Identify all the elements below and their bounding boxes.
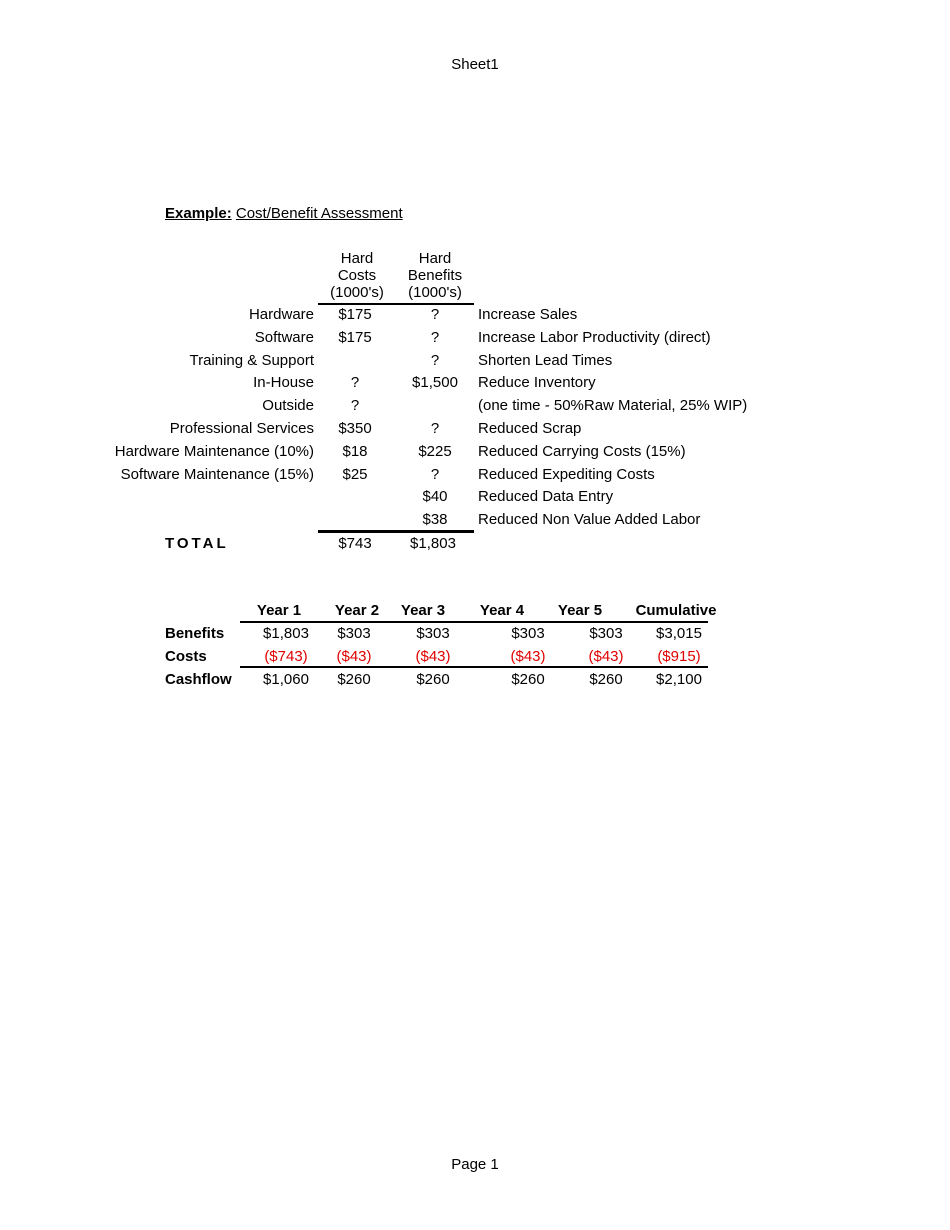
hard-benefits-header: Hard Benefits (1000's) [407,250,463,301]
cost-row-description: Increase Sales [478,306,578,323]
cost-row-description: Reduced Carrying Costs (15%) [478,443,686,460]
cashflow-cell: ($43) [415,648,451,665]
cashflow-header-underline [240,621,708,623]
cost-row-cost: ? [350,397,360,414]
cashflow-header-5: Year 5 [557,602,603,619]
cost-row-benefit: ? [430,466,440,483]
page-header: Sheet1 [451,56,499,73]
cost-row-description: Reduced Data Entry [478,488,614,505]
cost-row-benefit: ? [430,420,440,437]
cashflow-cell: ($743) [264,648,308,665]
cashflow-header-2: Year 2 [334,602,380,619]
cashflow-cell: ($43) [510,648,546,665]
cashflow-header-1: Year 1 [256,602,302,619]
page-footer: Page 1 [451,1156,499,1173]
cashflow-cell: $260 [589,671,623,688]
document-title [165,205,403,223]
cost-row-cost: $350 [338,420,372,437]
cashflow-cell: $2,100 [656,671,702,688]
total-cost: $743 [338,535,372,552]
cost-row-description: Reduced Scrap [478,420,582,437]
cost-row-benefit: $40 [422,488,448,505]
total-label: TOTAL [165,535,229,552]
cost-row-benefit: $1,500 [412,374,458,391]
cost-row-description: Reduced Expediting Costs [478,466,655,483]
cost-row-description: Shorten Lead Times [478,352,613,369]
cashflow-cell: $303 [589,625,623,642]
cashflow-costs-underline [240,666,708,668]
cost-row-benefit: $38 [422,511,448,528]
cost-row-cost: $175 [338,306,372,323]
cashflow-cell: $1,060 [263,671,309,688]
cashflow-cell: $1,803 [263,625,309,642]
title-text: Cost/Benefit Assessment [235,205,403,222]
cashflow-cell: $303 [416,625,450,642]
hard-costs-header: Hard Costs (1000's) [330,250,384,301]
cashflow-row-label: Cashflow [165,671,232,688]
cost-row-label: Professional Services [169,420,314,437]
cashflow-cell: $303 [337,625,371,642]
cost-row-description: Reduce Inventory [478,374,596,391]
total-benefit: $1,803 [410,535,456,552]
cost-row-benefit: ? [430,306,440,323]
cashflow-cell: ($915) [657,648,701,665]
header-underline [318,303,474,305]
cost-row-benefit: $225 [418,443,452,460]
cost-row-label: Outside [262,397,314,414]
cost-row-description: (one time - 50%Raw Material, 25% WIP) [478,397,748,414]
cost-row-cost: $175 [338,329,372,346]
cashflow-cell: $260 [416,671,450,688]
cashflow-row-label: Costs [165,648,207,665]
cost-row-cost: $18 [342,443,368,460]
cashflow-cell: ($43) [336,648,372,665]
cashflow-cell: $260 [337,671,371,688]
cost-row-label: Hardware [248,306,314,323]
cashflow-cell: ($43) [588,648,624,665]
total-overline [318,530,474,533]
cost-row-cost: $25 [342,466,368,483]
cost-row-benefit: ? [430,329,440,346]
cashflow-row-label: Benefits [165,625,225,642]
cost-row-description: Increase Labor Productivity (direct) [478,329,711,346]
cost-row-label: Training & Support [189,352,314,369]
cost-row-label: In-House [253,374,314,391]
cashflow-header-6: Cumulative [635,602,717,619]
cost-row-label: Software Maintenance (15%) [120,466,314,483]
cost-row-label: Software [254,329,314,346]
cost-row-label: Hardware Maintenance (10%) [114,443,314,460]
cost-row-cost: ? [350,374,360,391]
title-bold: Example: [165,205,232,222]
cashflow-cell: $3,015 [656,625,702,642]
cashflow-cell: $260 [511,671,545,688]
cashflow-header-3: Year 3 [400,602,446,619]
cashflow-cell: $303 [511,625,545,642]
cost-row-benefit: ? [430,352,440,369]
cost-row-description: Reduced Non Value Added Labor [478,511,701,528]
cashflow-header-4: Year 4 [479,602,525,619]
